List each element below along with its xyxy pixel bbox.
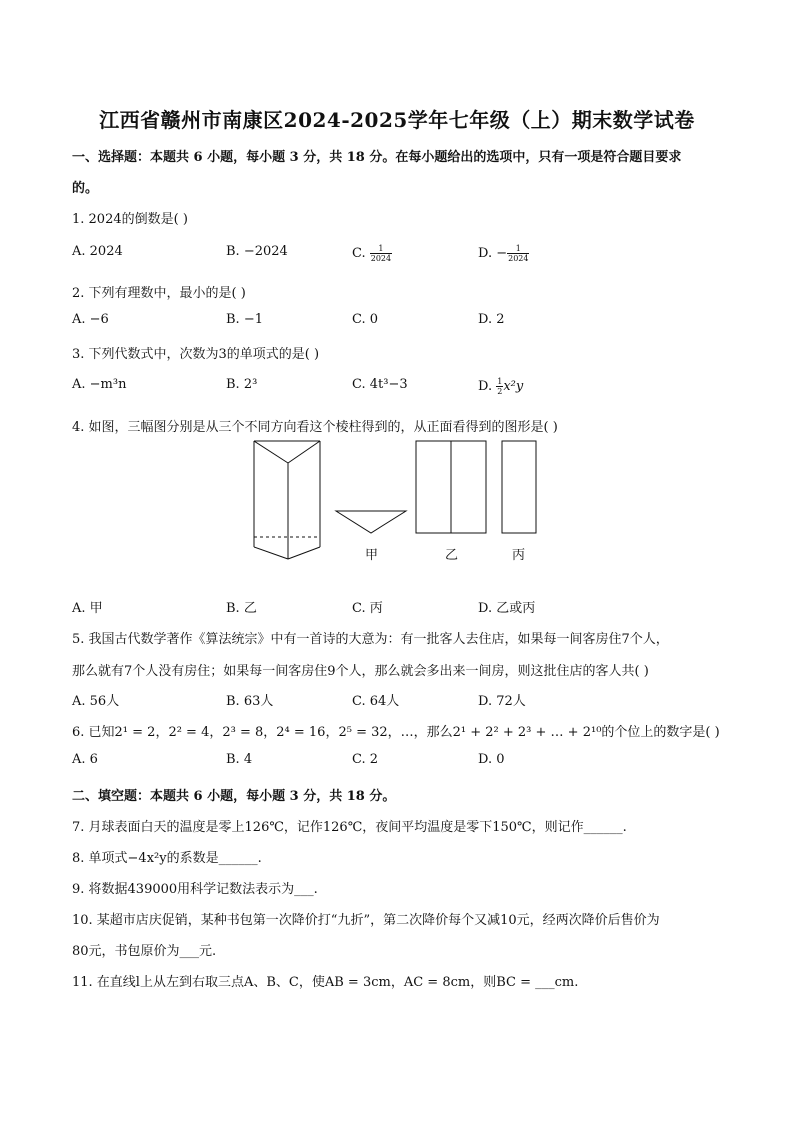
- option-d: D. 2: [478, 312, 505, 327]
- option-d: D. − $\frac{1}{2024}$: [478, 244, 529, 263]
- question-4-stem: 4. 如图，三幅图分别是从三个不同方向看这个棱柱得到的，从正面看得到的图形是( ): [72, 420, 558, 435]
- page-title: 江西省赣州市南康区2024-2025学年七年级（上）期末数学试卷: [99, 108, 695, 132]
- option-a: A. −m³n: [72, 377, 127, 392]
- question-4-options: [72, 597, 732, 617]
- question-10-cont: 80元，书包原价为___元.: [72, 944, 217, 959]
- option-b: B. 乙: [226, 601, 257, 616]
- option-b: B. 2³: [226, 377, 258, 392]
- option-c: C. 0: [352, 312, 379, 327]
- question-10: 10. 某超市店庆促销，某种书包第一次降价打“九折”，第二次降价每个又减10元，经两次降价后售价为: [72, 913, 660, 928]
- question-6-options: [72, 752, 732, 772]
- view-label-jia: 甲: [365, 548, 379, 563]
- option-b: B. 4: [226, 752, 253, 767]
- question-8: 8. 单项式−4x²y的系数是______.: [72, 851, 262, 866]
- option-c: C. 64人: [352, 694, 400, 709]
- option-d: D. $\frac{1}{2}$ x²y: [478, 377, 524, 396]
- question-2-options: [72, 312, 732, 332]
- option-a: A. 2024: [72, 244, 123, 259]
- view-label-bing: 丙: [512, 548, 526, 563]
- section2-heading: 二、填空题：本题共 6 小题，每小题 3 分，共 18 分。: [72, 789, 396, 804]
- view-label-yi: 乙: [445, 548, 459, 563]
- prism-drawing: [254, 441, 320, 559]
- question-5-options: [72, 690, 732, 710]
- question-2-stem: 2. 下列有理数中，最小的是( ): [72, 286, 246, 301]
- option-c: C. 丙: [352, 601, 383, 616]
- question-11: 11. 在直线l上从左到右取三点A、B、C，使AB = 3cm，AC = 8cm，则BC = ___cm.: [72, 975, 579, 990]
- option-b: B. 63人: [226, 694, 274, 709]
- view-bing-shape: [502, 441, 536, 533]
- question-6-stem: 6. 已知2¹ = 2，2² = 4，2³ = 8，2⁴ = 16，2⁵ = 32，…，那么2¹ + 2² + 2³ + … + 2¹⁰的个位上的数字是( ): [72, 725, 720, 740]
- prism-views-diagram: [250, 437, 550, 567]
- question-3-options: [72, 377, 732, 397]
- option-b: B. −2024: [226, 244, 288, 259]
- question-1-options: [72, 244, 732, 264]
- question-5-stem-cont: 那么就有7个人没有房住；如果每一间客房住9个人，那么就会多出来一间房，则这批住店的客人共( ): [72, 664, 649, 679]
- option-d: D. 乙或丙: [478, 601, 536, 616]
- view-yi-shape: [416, 441, 486, 533]
- option-c: C. 2: [352, 752, 379, 767]
- question-5-stem: 5. 我国古代数学著作《算法统宗》中有一首诗的大意为：有一批客人去住店，如果每一间客房住7个人，: [72, 632, 669, 647]
- question-3-stem: 3. 下列代数式中，次数为3的单项式的是( ): [72, 347, 320, 362]
- question-1-stem: 1. 2024的倒数是( ): [72, 212, 188, 227]
- section1-heading-cont: 的。: [72, 181, 99, 196]
- option-a: A. 甲: [72, 601, 103, 616]
- option-a: A. 56人: [72, 694, 120, 709]
- option-c: C. $\frac{1}{2024}$: [352, 244, 392, 263]
- prism-views-figure: [250, 437, 550, 567]
- question-9: 9. 将数据439000用科学记数法表示为___.: [72, 882, 318, 897]
- view-jia-shape: [336, 511, 406, 533]
- option-b: B. −1: [226, 312, 263, 327]
- option-c: C. 4t³−3: [352, 377, 408, 392]
- section1-heading: 一、选择题：本题共 6 小题，每小题 3 分，共 18 分。在每小题给出的选项中，只有一项是符合题目要求: [72, 150, 682, 165]
- option-a: A. −6: [72, 312, 109, 327]
- option-d: D. 72人: [478, 694, 526, 709]
- option-a: A. 6: [72, 752, 98, 767]
- option-d: D. 0: [478, 752, 505, 767]
- question-7: 7. 月球表面白天的温度是零上126℃，记作126℃，夜间平均温度是零下150℃，则记作______.: [72, 820, 627, 835]
